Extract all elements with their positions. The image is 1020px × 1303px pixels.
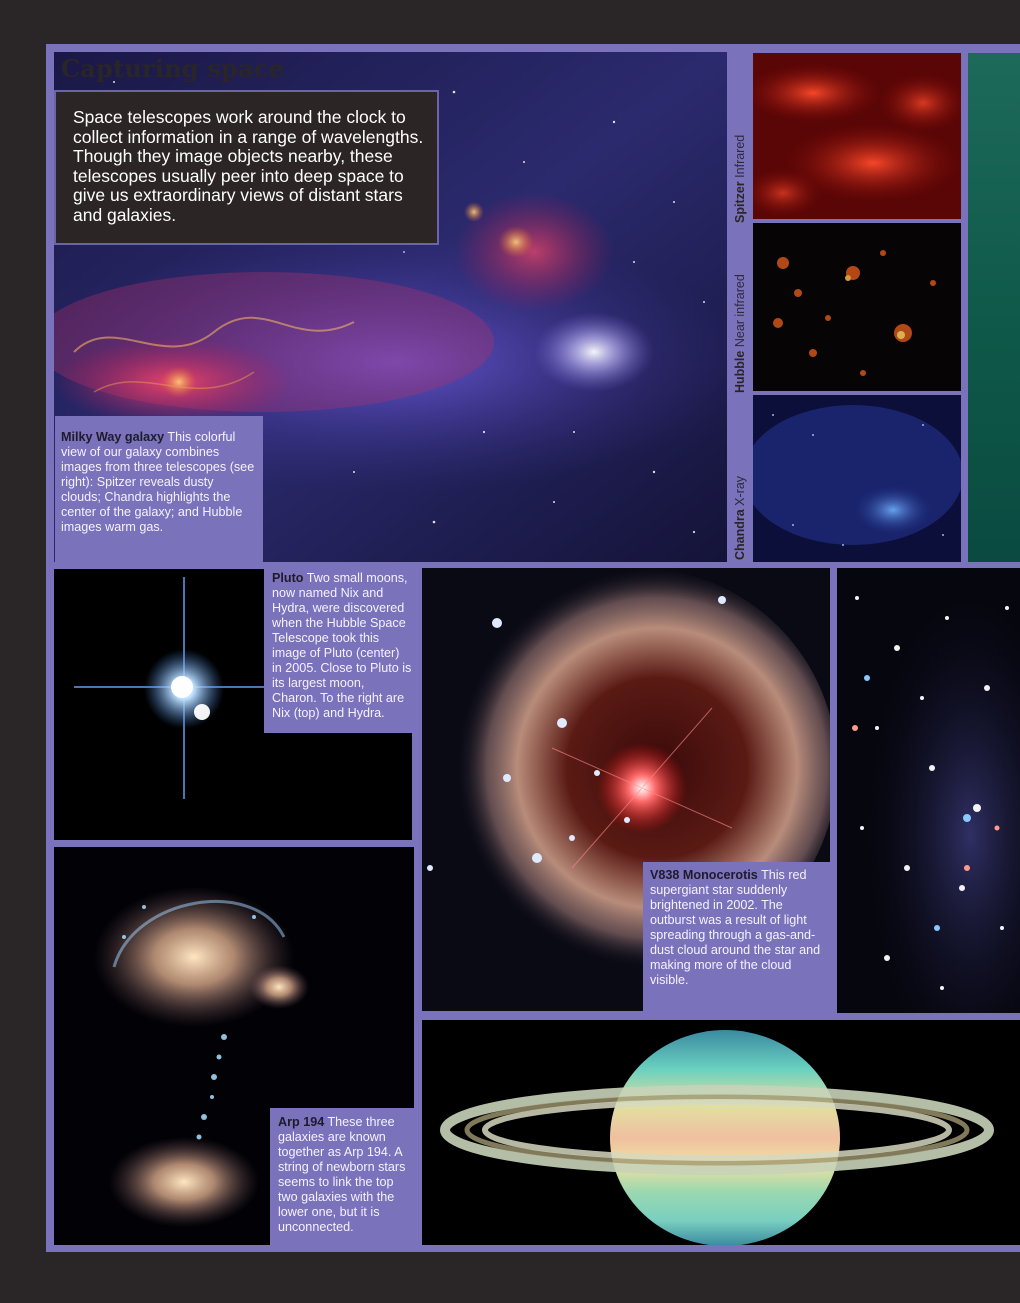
milky-way-caption-name: Milky Way galaxy bbox=[61, 430, 165, 444]
hubble-label bbox=[733, 274, 747, 393]
chandra-label bbox=[733, 476, 747, 560]
hubble-near-infrared-image bbox=[753, 223, 961, 391]
arp-194-caption bbox=[270, 1108, 416, 1248]
hubble-label-name: Hubble bbox=[733, 350, 747, 393]
spitzer-label-name: Spitzer bbox=[733, 181, 747, 223]
v838-monocerotis-caption-name: V838 Monocerotis bbox=[650, 868, 758, 882]
arp-194-caption-name: Arp 194 bbox=[278, 1115, 325, 1129]
v838-monocerotis-caption-text: This red supergiant star suddenly brightened in 2002. The outburst was a result of light spreading through a gas-and-dust cloud around the star and making more of the cloud visible. bbox=[650, 868, 821, 987]
spitzer-label-band: Infrared bbox=[733, 134, 747, 178]
pluto-caption-text: Two small moons, now named Nix and Hydra, were discovered when the Hubble Space Telescope took this image of Pluto (center) in 2005. Close to Pluto is its largest moon, Charon. To the right are Nix (top) and Hydra. bbox=[272, 571, 412, 720]
chandra-x-ray-image bbox=[753, 395, 961, 562]
chandra-label-band: X-ray bbox=[733, 475, 747, 506]
pluto-caption-name: Pluto bbox=[272, 571, 304, 585]
intro-text-box bbox=[54, 90, 439, 245]
intro-text: Space telescopes work around the clock to collect information in a range of wavelengths. Though they image objects nearby, these telescopes usually peer into deep space to give us extraordinary views of distant stars and galaxies. bbox=[73, 107, 424, 225]
teal-nebula-image bbox=[968, 53, 1020, 562]
chandra-label-name: Chandra bbox=[733, 509, 747, 560]
v838-monocerotis-caption bbox=[643, 862, 833, 1014]
spitzer-image bbox=[753, 53, 961, 219]
milky-way-caption-text: This colorful view of our galaxy combines images from three telescopes (see right): Spitzer reveals dusty clouds; Chandra highlights the center of the galaxy; and Hubble images warm gas. bbox=[61, 430, 255, 534]
page-title: Capturing space bbox=[61, 54, 285, 83]
pluto-caption bbox=[264, 569, 414, 733]
milky-way-caption bbox=[55, 416, 263, 562]
hubble-label-band: Near infrared bbox=[733, 274, 747, 348]
arp-194-caption-text: These three galaxies are known together as Arp 194. A string of newborn stars seems to link the top two galaxies with the lower one, but it is unconnected. bbox=[278, 1115, 406, 1234]
page bbox=[46, 44, 1020, 1252]
spitzer-label bbox=[733, 135, 747, 223]
star-cluster-image bbox=[837, 568, 1020, 1013]
saturn-image bbox=[422, 1020, 1020, 1245]
